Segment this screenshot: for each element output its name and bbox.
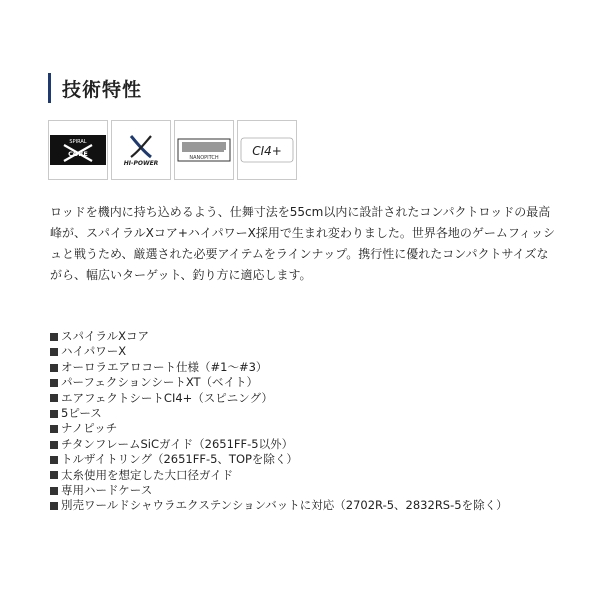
list-item <box>50 452 570 467</box>
square-bullet-icon <box>50 441 58 449</box>
section-heading <box>48 72 142 104</box>
list-item <box>50 483 570 498</box>
feature-text: 太糸使用を想定した大口径ガイド <box>61 467 234 482</box>
square-bullet-icon <box>50 425 58 433</box>
square-bullet-icon <box>50 333 58 341</box>
spiral-x-core-logo <box>48 120 108 180</box>
feature-text: 専用ハードケース <box>61 483 153 498</box>
list-item <box>50 360 570 375</box>
feature-text: ハイパワーX <box>61 344 127 359</box>
list-item <box>50 498 570 513</box>
list-item <box>50 421 570 436</box>
feature-list <box>50 329 570 514</box>
square-bullet-icon <box>50 487 58 495</box>
logo-ci4-text: CI4+ <box>252 144 282 158</box>
list-item <box>50 391 570 406</box>
ci4-plus-logo <box>237 120 297 180</box>
feature-text: 5ピース <box>61 406 102 421</box>
heading-accent-bar <box>48 73 51 103</box>
feature-text: 別売ワールドシャウラエクステンションバットに対応（2702R-5、2832RS-5を除く） <box>61 498 508 513</box>
square-bullet-icon <box>50 364 58 372</box>
feature-text: トルザイトリング（2651FF-5、TOPを除く） <box>61 452 298 467</box>
hi-power-x-logo <box>111 120 171 180</box>
product-description: ロッドを機内に持ち込めるよう、仕舞寸法を55cm以内に設計されたコンパクトロッドの最高峰が、スパイラルXコア+ハイパワーX採用で生まれ変わりました。世界各地のゲームフィッシュと戦うため、厳選された必要アイテムをラインナップ。携行性に優れたコンパクトサイズながら、幅広いターゲット、釣り方に適応します。 <box>50 205 555 282</box>
square-bullet-icon <box>50 456 58 464</box>
technology-logos <box>48 120 297 180</box>
nanopitch-logo <box>174 120 234 180</box>
logo-nanopitch-text: NANOPITCH <box>189 155 219 161</box>
list-item <box>50 437 570 452</box>
square-bullet-icon <box>50 502 58 510</box>
feature-text: チタンフレームSiCガイド（2651FF-5以外） <box>61 436 294 451</box>
logo-spiral-text: SPIRAL <box>69 139 87 145</box>
square-bullet-icon <box>50 410 58 418</box>
feature-text: スパイラルXコア <box>61 329 150 343</box>
list-item <box>50 375 570 390</box>
logo-hi-power-text: HI-POWER <box>123 160 159 167</box>
list-item <box>50 468 570 483</box>
list-item <box>50 406 570 421</box>
square-bullet-icon <box>50 394 58 402</box>
logo-core-text: CORE <box>68 150 88 158</box>
square-bullet-icon <box>50 471 58 479</box>
square-bullet-icon <box>50 379 58 387</box>
feature-text: エアフェクトシートCI4+（スピニング） <box>61 390 273 405</box>
list-item <box>50 344 570 359</box>
square-bullet-icon <box>50 348 58 356</box>
heading-title: 技術特性 <box>62 78 143 101</box>
feature-text: ナノピッチ <box>61 421 118 436</box>
feature-text: パーフェクションシートXT（ベイト） <box>61 375 259 390</box>
feature-text: オーロラエアロコート仕様（#1〜#3） <box>61 359 268 374</box>
list-item <box>50 329 570 344</box>
